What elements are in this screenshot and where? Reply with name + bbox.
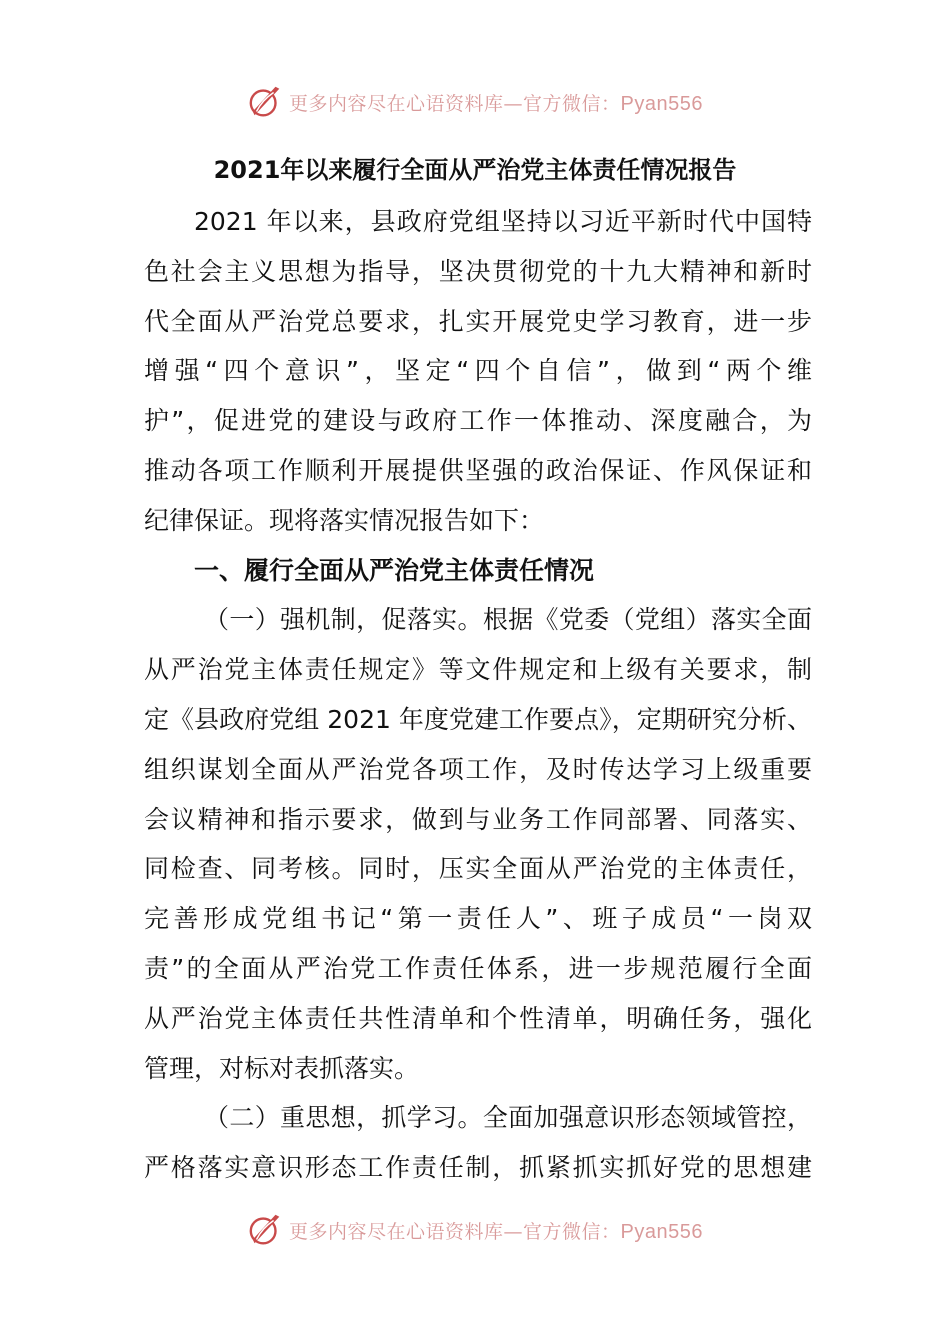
text-line: 定《县政府党组 2021 年度党建工作要点》，定期研究分析、 <box>144 704 812 734</box>
text-line: 从严治党主体责任规定》等文件规定和上级有关要求，制 <box>144 655 812 685</box>
text-line: 组织谋划全面从严治党各项工作，及时传达学习上级重要 <box>144 754 812 784</box>
text-line: 推动各项工作顺利开展提供坚强的政治保证、作风保证和 <box>144 455 812 485</box>
wechat-id: Pyan556 <box>620 92 703 115</box>
footer-watermark-banner <box>0 1210 950 1250</box>
text-line: 从严治党主体责任共性清单和个性清单，明确任务，强化 <box>144 1003 812 1033</box>
document-body <box>144 197 812 1193</box>
text-line: 完善形成党组书记“第一责任人”、班子成员“一岗双 <box>144 904 812 934</box>
watermark-text: 更多内容尽在心语资料库—官方微信：Pyan556 <box>289 1220 703 1243</box>
section-heading: 一、履行全面从严治党主体责任情况 <box>194 555 595 585</box>
text-line: 增强“四个意识”，坚定“四个自信”，做到“两个维 <box>144 356 812 386</box>
watermark-text: 更多内容尽在心语资料库—官方微信：Pyan556 <box>289 92 703 115</box>
text-line: （一）强机制，促落实。根据《党委（党组）落实全面 <box>204 605 812 635</box>
quill-logo-icon <box>247 83 285 121</box>
text-line: 纪律保证。现将落实情况报告如下： <box>144 505 545 535</box>
text-line: 色社会主义思想为指导，坚决贯彻党的十九大精神和新时 <box>144 256 812 286</box>
document-title: 2021年以来履行全面从严治党主体责任情况报告 <box>213 156 737 184</box>
text-line: 2021 年以来，县政府党组坚持以习近平新时代中国特 <box>194 207 812 236</box>
header-watermark-banner <box>0 82 950 122</box>
wechat-id: Pyan556 <box>620 1220 703 1243</box>
text-line: 责”的全面从严治党工作责任体系，进一步规范履行全面 <box>144 953 812 983</box>
text-line: 会议精神和指示要求，做到与业务工作同部署、同落实、 <box>144 804 812 834</box>
quill-logo-icon <box>247 1211 285 1249</box>
text-line: 管理，对标对表抓落实。 <box>144 1053 420 1083</box>
text-line: 护”，促进党的建设与政府工作一体推动、深度融合，为 <box>144 406 812 436</box>
text-line: 代全面从严治党总要求，扎实开展党史学习教育，进一步 <box>144 306 812 336</box>
text-line: 严格落实意识形态工作责任制，抓紧抓实抓好党的思想建 <box>144 1153 812 1183</box>
text-line: （二）重思想，抓学习。全面加强意识形态领域管控， <box>204 1103 812 1133</box>
text-line: 同检查、同考核。同时，压实全面从严治党的主体责任， <box>144 854 812 884</box>
